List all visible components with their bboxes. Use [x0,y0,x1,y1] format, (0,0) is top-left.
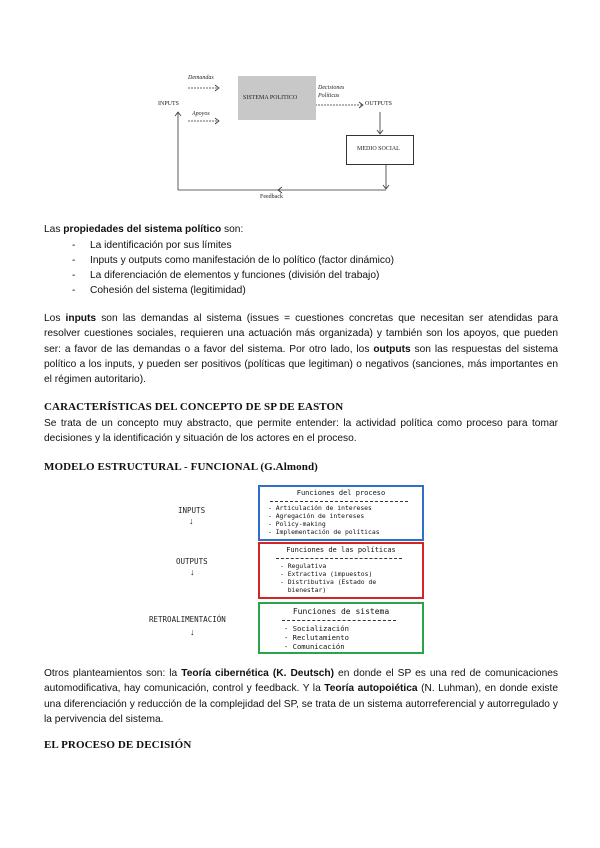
box-item: - Implementación de políticas [268,528,380,536]
demandas-label: Demandas [188,75,214,81]
funciones-sistema-box [258,602,424,654]
easton-heading: CARACTERÍSTICAS DEL CONCEPTO DE SP DE EASTON [44,401,344,413]
almond-inputs-label: INPUTS [178,506,206,515]
almond-heading: MODELO ESTRUCTURAL - FUNCIONAL (G.Almond) [44,461,318,473]
outputs-label: OUTPUTS [365,101,393,107]
divider [270,501,408,502]
box-title: Funciones de las políticas [286,546,396,554]
box-item: - Policy-making [268,520,326,528]
propiedades-intro: Las propiedades del sistema político son: [44,224,244,235]
sistema-politico-box [238,76,316,120]
list-item: - Cohesión del sistema (legitimidad) [72,285,246,296]
sistema-label: SISTEMA POLITICO [243,95,298,101]
apoyos-label: Apoyos [192,111,210,117]
box-item: - Socialización [284,624,349,633]
box-title: Funciones del proceso [296,489,386,497]
box-item: - Distributiva (Estado de [280,578,377,586]
inputs-label: INPUTS [158,101,180,107]
inputs-outputs-paragraph: Los inputs son las demandas al sistema (issues = cuestiones concretas que necesitan ser atendidas para resolver cuestiones sociales, requieren una actuación más organizada) y también son los apoyos, que pueden ser: a favor de las demandas o a favor del sistema. Por otro lado, los outputs son las respuestas del sistema político a los inputs, y pueden ser positivos (políticas que legitiman) o negativos (sanciones, más importantes en el régimen autoritario). [44,313,558,386]
proceso-heading: EL PROCESO DE DECISIÓN [44,739,192,751]
feedback-label: Feedback [260,194,283,200]
funciones-proceso-box [258,485,424,541]
easton-paragraph: Se trata de un concepto muy abstracto, que permite entender: la actividad política como proceso para tomar decisiones y la identificación y situación de los actores en el proceso. [44,418,558,445]
divider [276,558,402,559]
divider [282,620,396,621]
funciones-politicas-box [258,542,424,599]
box-item: - Regulativa [280,562,327,570]
arrow-down-icon: ↓ [189,516,194,526]
decisiones-label: Decisiones Políticas [318,85,345,99]
almond-outputs-label: OUTPUTS [176,557,208,566]
medio-social-box [346,135,414,165]
box-title: Funciones de sistema [292,607,390,616]
easton-system-diagram [150,70,450,210]
medio-label: MEDIO SOCIAL [357,146,400,152]
almond-retroalimentacion-label: RETROALIMENTACIÓN [149,615,226,624]
box-item: - Extractiva (impuestos) [280,570,373,578]
arrow-down-icon: ↓ [190,627,195,637]
arrow-down-icon: ↓ [190,567,195,577]
box-item: bienestar) [280,586,327,594]
box-item: - Reclutamiento [284,633,349,642]
box-item: - Comunicación [284,642,345,651]
box-item: - Articulación de intereses [268,504,372,512]
box-item: - Agregación de intereses [268,512,365,520]
list-item: - Inputs y outputs como manifestación de lo político (factor dinámico) [72,255,395,266]
list-item: - La diferenciación de elementos y funciones (división del trabajo) [72,270,380,281]
list-item: - La identificación por sus límites [72,240,232,251]
otros-planteamientos-paragraph: Otros planteamientos son: la Teoría cibernética (K. Deutsch) en donde el SP es una red de comunicaciones automodificativa, hay comunicación, control y feedback. Y la Teoría autopoiética (N. Luhman), en donde existe una diferenciación y reducción de la complejidad del SP, se trata de un sistema autorreferencial y autorregulado y la pervivencia del sistema. [44,668,558,725]
